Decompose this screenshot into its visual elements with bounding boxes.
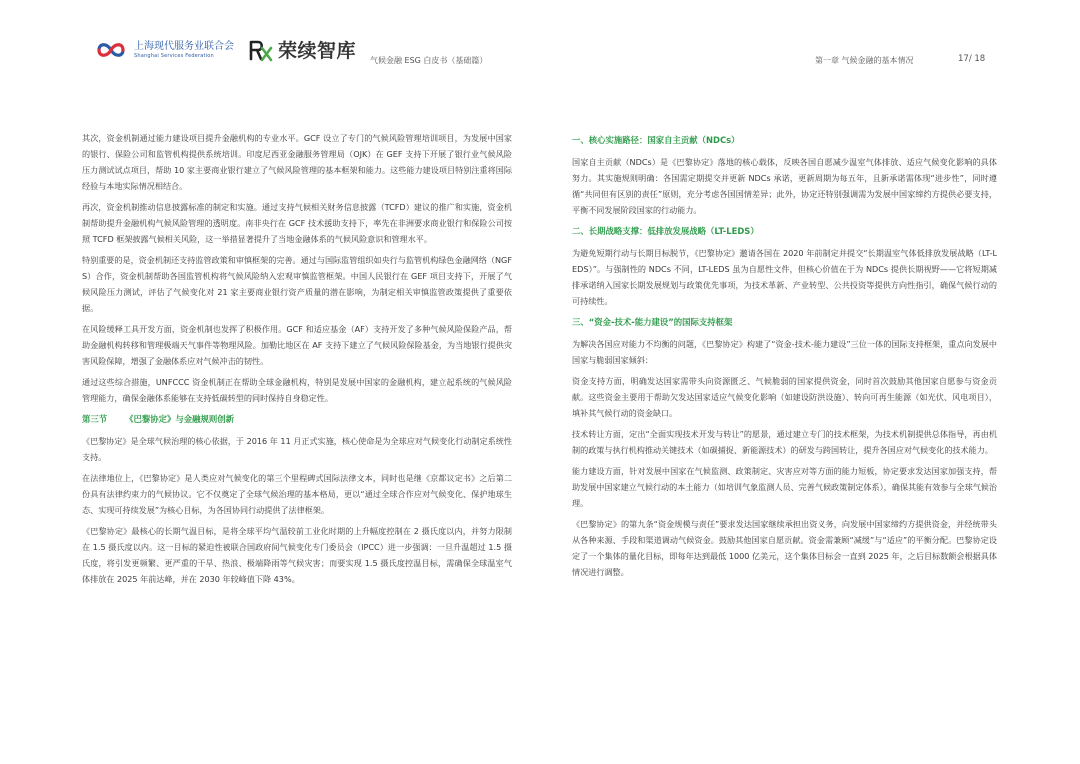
paragraph: 资金支持方面，明确发达国家需带头向资源匮乏、气候脆弱的国家提供资金，同时首次鼓励其他国家自愿参与资金贡献。这些资金主要用于帮助欠发达国家适应气候变化影响（如建设防洪设施）、转向可再生能源（如光伏、风电项目），填补其气候行动的资金缺口。 bbox=[572, 376, 997, 418]
rx-logo-icon bbox=[248, 38, 274, 62]
document-title: 气候金融 ESG 白皮书（基础篇） bbox=[370, 56, 488, 65]
section-heading bbox=[82, 411, 512, 427]
paragraph: 技术转让方面，定出“全面实现技术开发与转让”的愿景，通过建立专门的技术框架，为技术机制提供总体指导，再由机制的政策与执行机构推动关键技术（如碳捕捉、新能源技术）的研发与跨国转让，提升各国应对气候变化的技术能力。 bbox=[572, 429, 997, 455]
ssf-logo bbox=[96, 38, 234, 62]
paragraph: 特别重要的是，资金机制还支持监管政策和审慎框架的完善。通过与国际监管组织如央行与监管机构绿色金融网络（NGFS）合作，资金机制帮助各国监管机构将气候风险纳入宏观审慎监管框架。中国人民银行在 GEF 项目支持下，开展了气候风险压力测试，评估了气候变化对 21 家主要商业银行资产质量的潜在影响，为制定相关审慎监管政策提供了重要依据。 bbox=[82, 255, 512, 313]
paragraph: 再次，资金机制推动信息披露标准的制定和实施。通过支持气候相关财务信息披露（TCFD）建议的推广和实施，资金机制帮助提升金融机构气候风险管理的透明度。南非央行在 GCF 技术援助支持下，率先在非洲要求商业银行和保险公司按照 TCFD 框架披露气候相关风险，这一举措显著提升了当地金融体系的气候风险意识和管理水平。 bbox=[82, 202, 512, 244]
brand-name: 荣续智库 bbox=[278, 40, 357, 62]
org-name: 上海现代服务业联合会 bbox=[134, 40, 234, 52]
paragraph: 为解决各国应对能力不均衡的问题，《巴黎协定》构建了“资金-技术-能力建设”三位一体的国际支持框架，重点向发展中国家与脆弱国家倾斜： bbox=[572, 339, 997, 365]
paragraph: 在风险缓释工具开发方面，资金机制也发挥了积极作用。GCF 和适应基金（AF）支持开发了多种气候风险保险产品，帮助金融机构转移和管理极端天气事件等物理风险。加勒比地区在 AF 支持下建立了气候风险保险基金，为当地银行提供灾害风险保障，增强了金融体系应对气候冲击的韧性。 bbox=[82, 324, 512, 366]
paragraph: 其次，资金机制通过能力建设项目提升金融机构的专业水平。GCF 设立了专门的气候风险管理培训项目，为发展中国家的银行、保险公司和监管机构提供系统培训。印度尼西亚金融服务管理局（OJK）在 GEF 支持下开展了银行业气候风险压力测试试点项目，帮助 10 家主要商业银行建立了气候风险管理的基本框架和能力。这些能力建设项目特别注重将国际经验与本地实际情况相结合。 bbox=[82, 133, 512, 191]
subsection-heading: 二、长期战略支撑：低排放发展战略（LT-LEDS） bbox=[572, 226, 759, 236]
paragraph: 在法律地位上，《巴黎协定》是人类应对气候变化的第三个里程碑式国际法律文本，同时也是继《京都议定书》之后第二份具有法律约束力的气候协议。它不仅奠定了全球气候治理的基本格局，更以“通过全球合作应对气候变化、保护地球生态、实现可持续发展”为核心目标，为各国协同行动提供了法律框架。 bbox=[82, 473, 512, 515]
subsection-heading: 三、“资金-技术-能力建设”的国际支持框架 bbox=[572, 317, 733, 327]
page-header bbox=[0, 0, 1080, 80]
subsection-heading: 一、核心实施路径：国家自主贡献（NDCs） bbox=[572, 135, 740, 145]
chapter-title: 第一章 气候金融的基本情况 bbox=[815, 56, 914, 65]
paragraph: 《巴黎协定》最核心的长期气温目标，是将全球平均气温较前工业化时期的上升幅度控制在 2 摄氏度以内，并努力限制在 1.5 摄氏度以内。这一目标的紧迫性被联合国政府间气候变化专门委员会（IPCC）进一步强调：一旦升温超过 1.5 摄氏度，将引发更频繁、更严重的干旱、热浪、极端降雨等气候灾害；而要实现 1.5 摄氏度控温目标，需确保全球温室气体排放在 2025 年前达峰，并在 2030 年较峰值下降 43%。 bbox=[82, 526, 512, 584]
paragraph: 《巴黎协定》的第九条“资金规模与责任”要求发达国家继续承担出资义务，向发展中国家缔约方提供资金，并经统带头从各种来源、手段和渠道调动气候资金。鼓励其他国家自愿贡献。资金需兼顾“减缓”与“适应”的平衡分配。巴黎协定设定了一个集体的量化目标，即每年达到最低 1000 亿美元，这个集体目标会一直到 2025 年，之后目标数额会根据具体情况进行调整。 bbox=[572, 519, 997, 577]
rx-logo bbox=[248, 36, 356, 63]
section-title: 《巴黎协定》与金融规则创新 bbox=[125, 414, 234, 424]
ssf-logo-icon bbox=[96, 38, 130, 62]
paragraph: 通过这些综合措施，UNFCCC 资金机制正在帮助全球金融机构，特别是发展中国家的金融机构，建立起系统的气候风险管理能力，确保金融体系能够在支持低碳转型的同时保持自身稳定性。 bbox=[82, 377, 512, 403]
section-number: 第三节 bbox=[82, 414, 108, 424]
page-number: 17/ 18 bbox=[958, 54, 986, 64]
paragraph: 为避免短期行动与长期目标脱节，《巴黎协定》邀请各国在 2020 年前制定并提交“长期温室气体低排放发展战略（LT-LEDS）”。与强制性的 NDCs 不同，LT-LEDS 虽为自愿性文件，但核心价值在于为 NDCs 提供长期视野——它将短期减排承诺纳入国家长期发展规划与政策优先事项，为技术革新、产业转型、公共投资等提供方向性指引，确保气候行动的可持续性。 bbox=[572, 248, 997, 306]
paragraph: 国家自主贡献（NDCs）是《巴黎协定》落地的核心载体，反映各国自愿减少温室气体排放、适应气候变化影响的具体努力。其实施规则明确：各国需定期提交并更新 NDCs 承诺，更新周期为每五年，且新承诺需体现“进步性”，同时遵循“共同但有区别的责任”原则，充分考虑各国国情差异；此外，协定还特别强调需为发展中国家缔约方提供必要支持，平衡不同发展阶段国家的行动能力。 bbox=[572, 157, 997, 215]
paragraph: 《巴黎协定》是全球气候治理的核心依据，于 2016 年 11 月正式实施，核心使命是为全球应对气候变化行动制定系统性支持。 bbox=[82, 436, 512, 462]
org-name-en: Shanghai Services Federation bbox=[134, 52, 214, 59]
left-column bbox=[82, 130, 512, 592]
paragraph: 能力建设方面，针对发展中国家在气候监测、政策制定、灾害应对等方面的能力短板，协定要求发达国家加强支持，帮助发展中国家建立气候行动的本土能力（如培训气象监测人员、完善气候政策制定体系），确保其能有效参与全球气候治理。 bbox=[572, 466, 997, 508]
right-column bbox=[572, 130, 997, 585]
